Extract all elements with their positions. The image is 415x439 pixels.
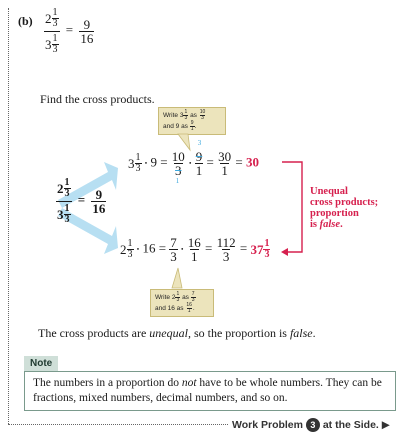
right-fraction: $\frac{9}{16}$ xyxy=(80,17,94,46)
work-problem-footer[interactable]: Work Problem 3 at the Side. ▶ xyxy=(232,419,390,431)
mixed-number-bottom: 3 $\frac{1}{3}$ xyxy=(45,33,58,55)
callout-top: Write 3 $\frac{1}{3}$ as $\frac{10}{3}$ and 9 as $\frac{9}{1}$ . xyxy=(158,107,226,135)
callout-bottom-pointer xyxy=(172,268,182,288)
cancel-result-bottom: 1 xyxy=(175,177,180,185)
note-box: The numbers in a proportion do not have to be whole numbers. They can be fractions, mixed numbers, decimal numbers, and so on. xyxy=(24,371,396,411)
bottom-result: 37 $\frac{1}{3}$ xyxy=(250,238,270,260)
cancel-result-top: 3 xyxy=(197,139,202,147)
bottom-cross-product: 2 $\frac{1}{3}$ • 16 = $\frac{7}{3}$ • $\frac{16}{1}$ = $\frac{112}{3}$ = 37 $\frac{1}{3}$ xyxy=(120,235,270,264)
problem-proportion: 2 $\frac{1}{3}$ 3 $\frac{1}{3}$ = $\frac{9}{16}$ xyxy=(45,7,94,55)
bracket-line xyxy=(282,162,302,252)
problem-number-badge: 3 xyxy=(306,418,320,432)
mixed-number-top: 2 $\frac{1}{3}$ xyxy=(45,7,58,29)
callout-top-pointer xyxy=(178,134,190,150)
bracket-arrow-icon xyxy=(281,248,288,256)
instruction: Find the cross products. xyxy=(40,92,155,106)
unequal-note: Unequal cross products; proportion is false. xyxy=(310,186,379,230)
top-result: 30 xyxy=(245,154,259,170)
top-cross-product: 3 $\frac{1}{3}$ • 9 = 10 3 1 • 3 9 1 = $\frac{30}{1}$ = 30 xyxy=(128,139,259,185)
callout-bottom: Write 2 $\frac{1}{3}$ as $\frac{7}{3}$ and 16 as $\frac{16}{1}$ . xyxy=(150,289,214,317)
conclusion: The cross products are unequal, so the proportion is false. xyxy=(38,326,316,340)
center-proportion: 2 $\frac{1}{3}$ 3 $\frac{1}{3}$ = $\frac{9}{16}$ xyxy=(57,177,106,225)
problem-label: (b) xyxy=(18,14,33,28)
note-title: Note xyxy=(24,356,58,371)
play-arrow-icon: ▶ xyxy=(381,419,390,431)
